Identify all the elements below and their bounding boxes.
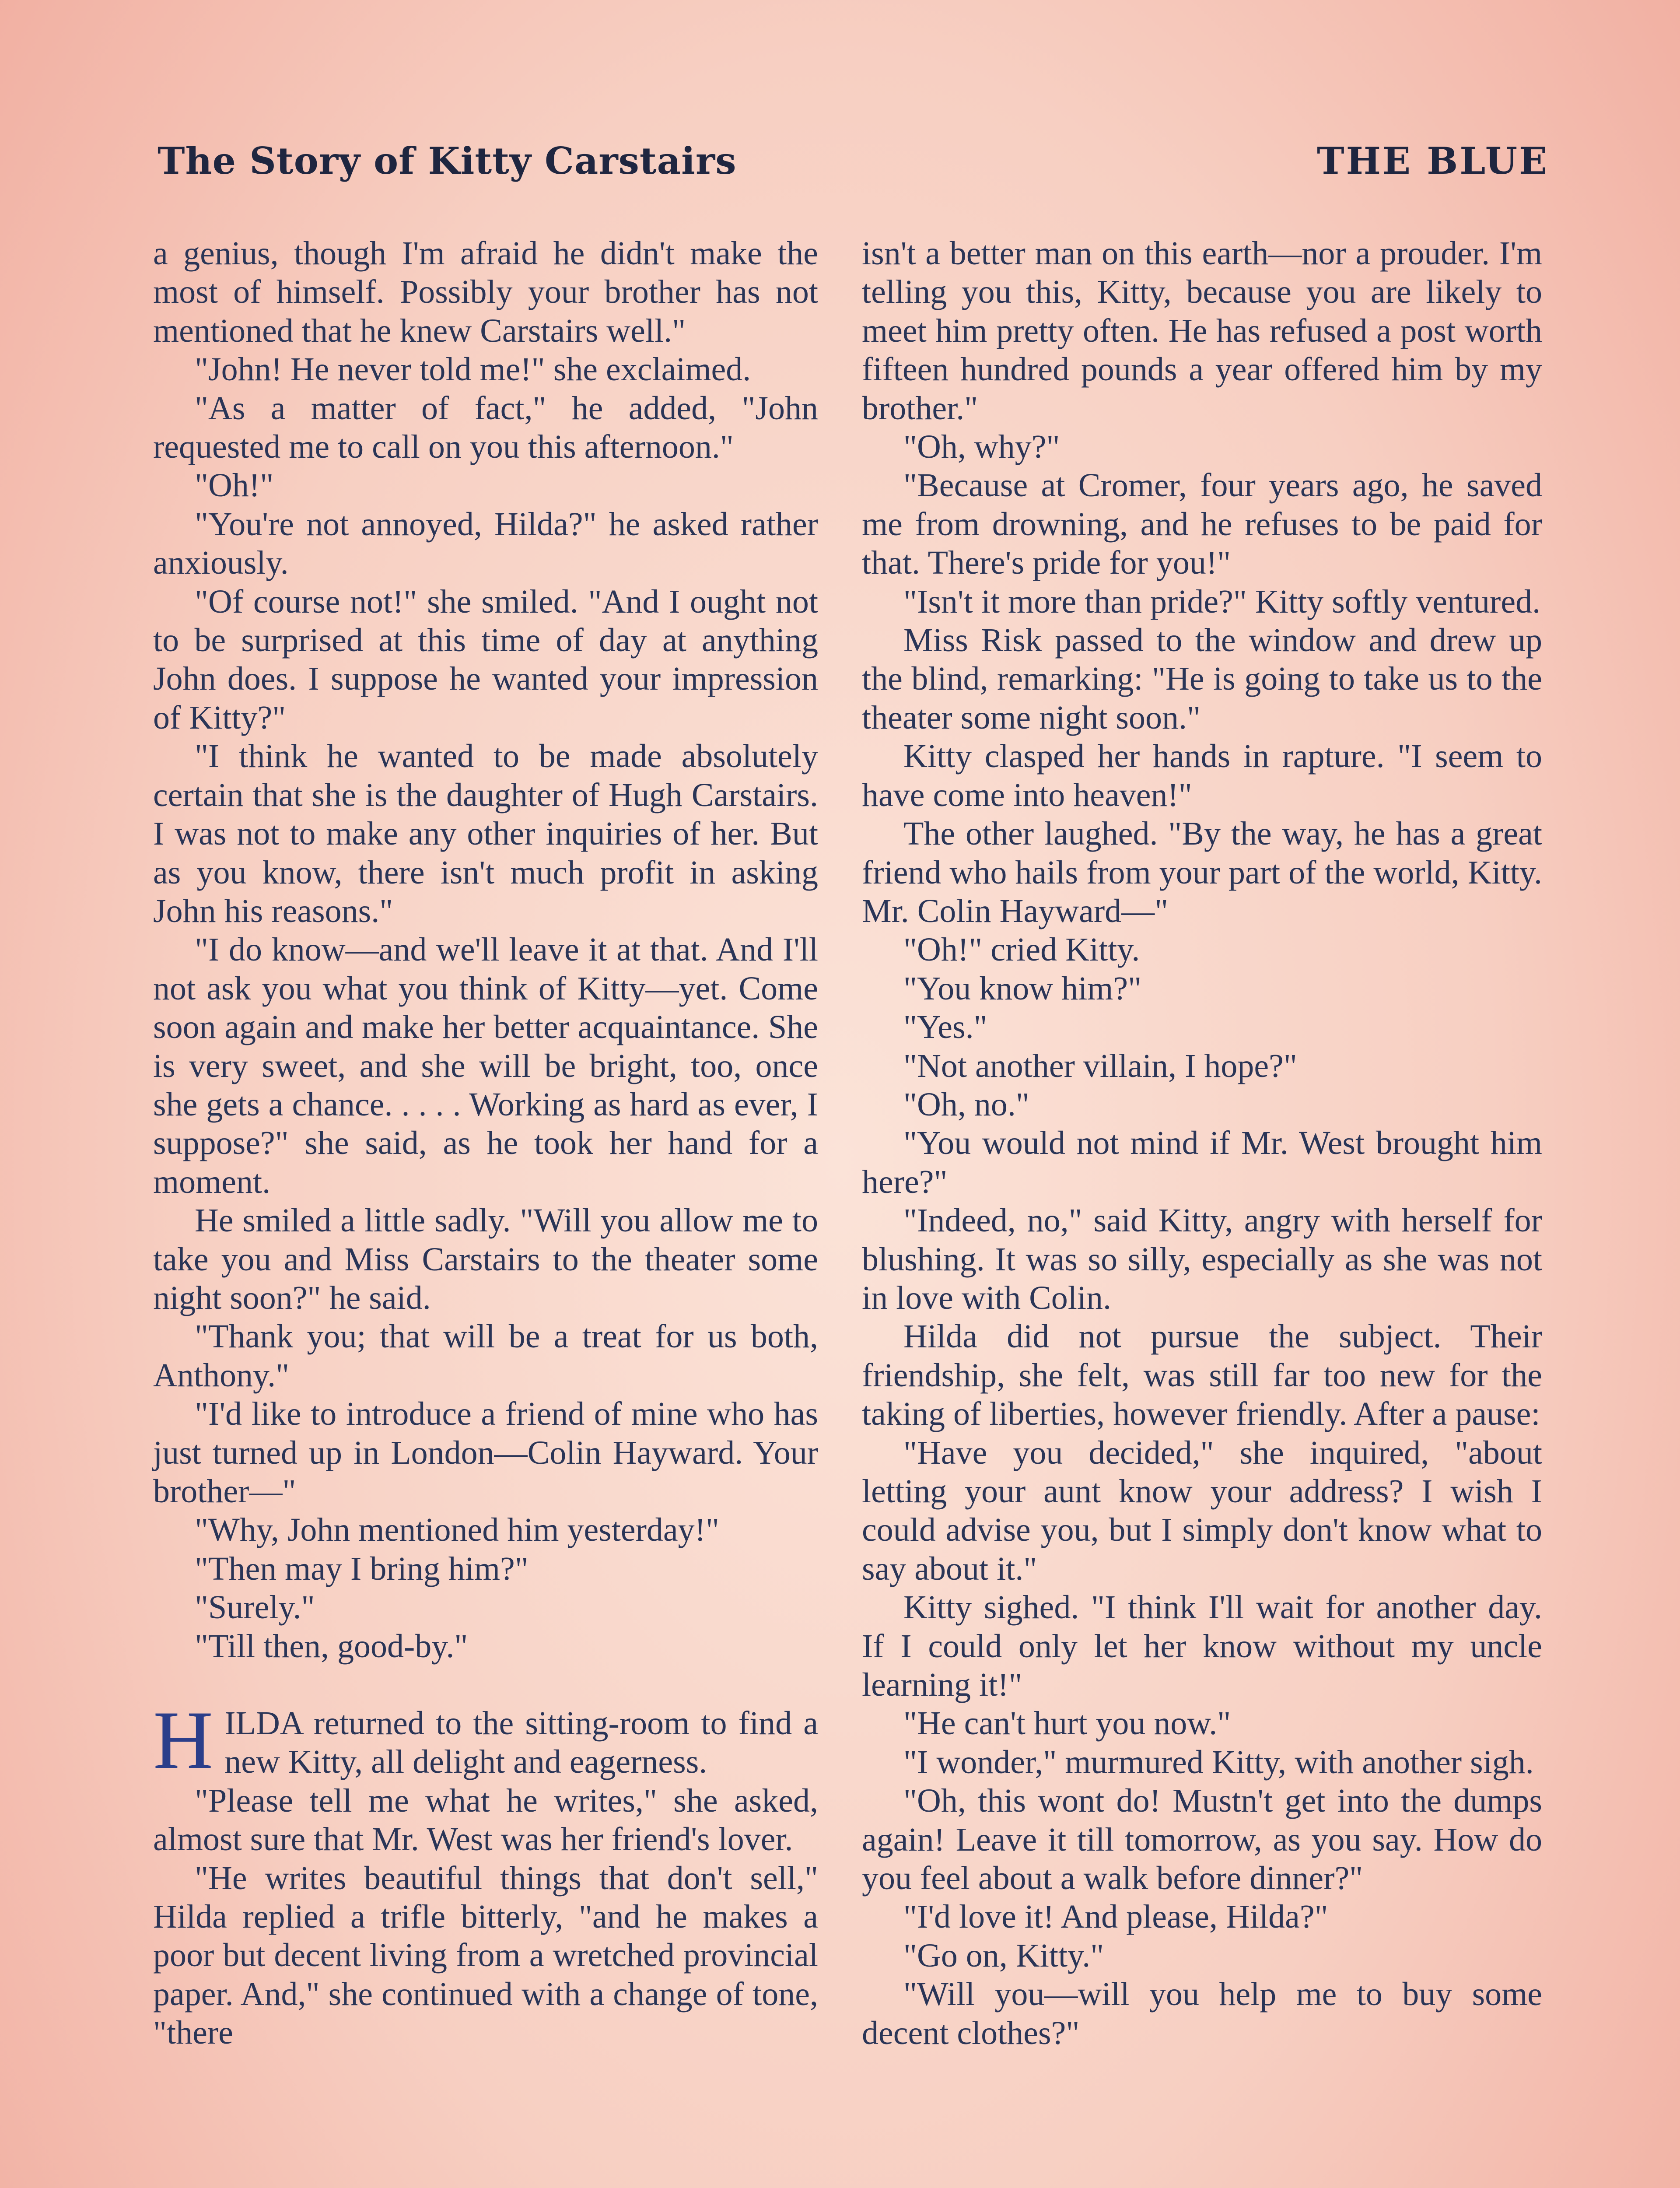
paragraph: "Oh, this wont do! Mustn't get into the dumps again! Leave it till tomorrow, as you say. How do you feel about a walk before dinner?" — [862, 1782, 1542, 1897]
paragraph: "Will you—will you help me to buy some decent clothes?" — [862, 1976, 1542, 2051]
paragraph: isn't a better man on this earth—nor a prouder. I'm telling you this, Kitty, because you are likely to meet him pretty often. He has refused a post worth fifteen hundred pounds a year offered him by my brother." — [862, 235, 1542, 427]
paragraph: "Oh!" cried Kitty. — [903, 931, 1140, 968]
paragraph: "I'd love it! And please, Hilda?" — [903, 1898, 1328, 1936]
paragraph: "John! He never told me!" she exclaimed. — [195, 351, 751, 388]
paragraph: Kitty clasped her hands in rapture. "I seem to have come into heaven!" — [862, 738, 1542, 813]
paragraph: "Till then, good-by." — [195, 1627, 468, 1665]
left-column — [153, 234, 818, 2052]
paragraph: Kitty sighed. "I think I'll wait for another day. If I could only let her know without my uncle learning it!" — [862, 1589, 1542, 1704]
running-head — [158, 139, 1549, 192]
right-column — [862, 234, 1542, 2052]
section-opening-text: ILDA returned to the sitting-room to find a new Kitty, all delight and eagerness. — [224, 1705, 818, 1781]
paragraph: "I do know—and we'll leave it at that. And I'll not ask you what you think of Kitty—yet. Come soon again and make her better acquaintance. She is very sweet, and she will be bright, too, once she gets a chance. . . . . Working as hard as ever, I suppose?" she said, as he took her hand for a moment. — [153, 931, 818, 1200]
paragraph: "As a matter of fact," he added, "John requested me to call on you this afternoon." — [153, 389, 818, 466]
paragraph: "Oh, no." — [903, 1086, 1029, 1123]
paragraph: "Because at Cromer, four years ago, he saved me from drowning, and he refuses to be paid for that. There's pride for you!" — [862, 467, 1542, 582]
paragraph: "Oh, why?" — [903, 428, 1060, 466]
paragraph: "You know him?" — [903, 970, 1142, 1007]
paragraph: "You're not annoyed, Hilda?" he asked rather anxiously. — [153, 505, 818, 582]
paragraph: "Oh!" — [195, 467, 274, 504]
drop-cap: H — [153, 1694, 214, 1787]
paragraph: "Indeed, no," said Kitty, angry with herself for blushing. It was so silly, especially as she was not in love with Colin. — [862, 1202, 1542, 1316]
magazine-title: THE BLUE — [1317, 139, 1549, 182]
paragraph: Miss Risk passed to the window and drew up the blind, remarking: "He is going to take us to the theater some night soon." — [862, 622, 1542, 736]
paragraph: "Why, John mentioned him yesterday!" — [195, 1511, 719, 1549]
paragraph: "Yes." — [903, 1009, 987, 1046]
paragraph: The other laughed. "By the way, he has a great friend who hails from your part of the world, Kitty. Mr. Colin Hayward—" — [862, 815, 1542, 929]
paragraph: a genius, though I'm afraid he didn't make the most of himself. Possibly your brother has not mentioned that he knew Carstairs well." — [153, 235, 818, 349]
paragraph: "Thank you; that will be a treat for us both, Anthony." — [153, 1318, 818, 1394]
paragraph: "Have you decided," she inquired, "about letting your aunt know your address? I wish I could advise you, but I simply don't know what to say about it." — [862, 1434, 1542, 1587]
paragraph: Hilda did not pursue the subject. Their friendship, she felt, was still far too new for the taking of liberties, however friendly. After a pause: — [862, 1318, 1542, 1433]
paragraph: "Not another villain, I hope?" — [903, 1047, 1297, 1084]
paragraph: "You would not mind if Mr. West brought him here?" — [862, 1125, 1542, 1200]
paragraph: "I'd like to introduce a friend of mine who has just turned up in London—Colin Hayward. Your brother—" — [153, 1396, 818, 1510]
paragraph: "Please tell me what he writes," she asked, almost sure that Mr. West was her friend's lover. — [153, 1782, 818, 1858]
paragraph: "Of course not!" she smiled. "And I ought not to be surprised at this time of day at anything John does. I suppose he wanted your impression of Kitty?" — [153, 583, 818, 736]
paragraph: "He writes beautiful things that don't sell," Hilda replied a trifle bitterly, "and he makes a poor but decent living from a wretched provincial paper. And," she continued with a change of tone, "there — [153, 1859, 818, 2051]
section-opening — [153, 1694, 818, 1787]
paragraph: "I think he wanted to be made absolutely certain that she is the daughter of Hugh Carstairs. I was not to make any other inquiries of her. But as you know, there isn't much profit in asking John his reasons." — [153, 738, 818, 929]
paragraph: "Go on, Kitty." — [903, 1937, 1104, 1974]
paragraph: "Then may I bring him?" — [195, 1550, 528, 1587]
paragraph: "He can't hurt you now." — [903, 1705, 1231, 1742]
paragraph: He smiled a little sadly. "Will you allow me to take you and Miss Carstairs to the theater some night soon?" he said. — [153, 1202, 818, 1316]
story-title: The Story of Kitty Carstairs — [158, 139, 737, 182]
paragraph: "Isn't it more than pride?" Kitty softly ventured. — [903, 583, 1541, 620]
paragraph: "Surely." — [195, 1589, 315, 1626]
paragraph: "I wonder," murmured Kitty, with another sigh. — [903, 1743, 1534, 1781]
